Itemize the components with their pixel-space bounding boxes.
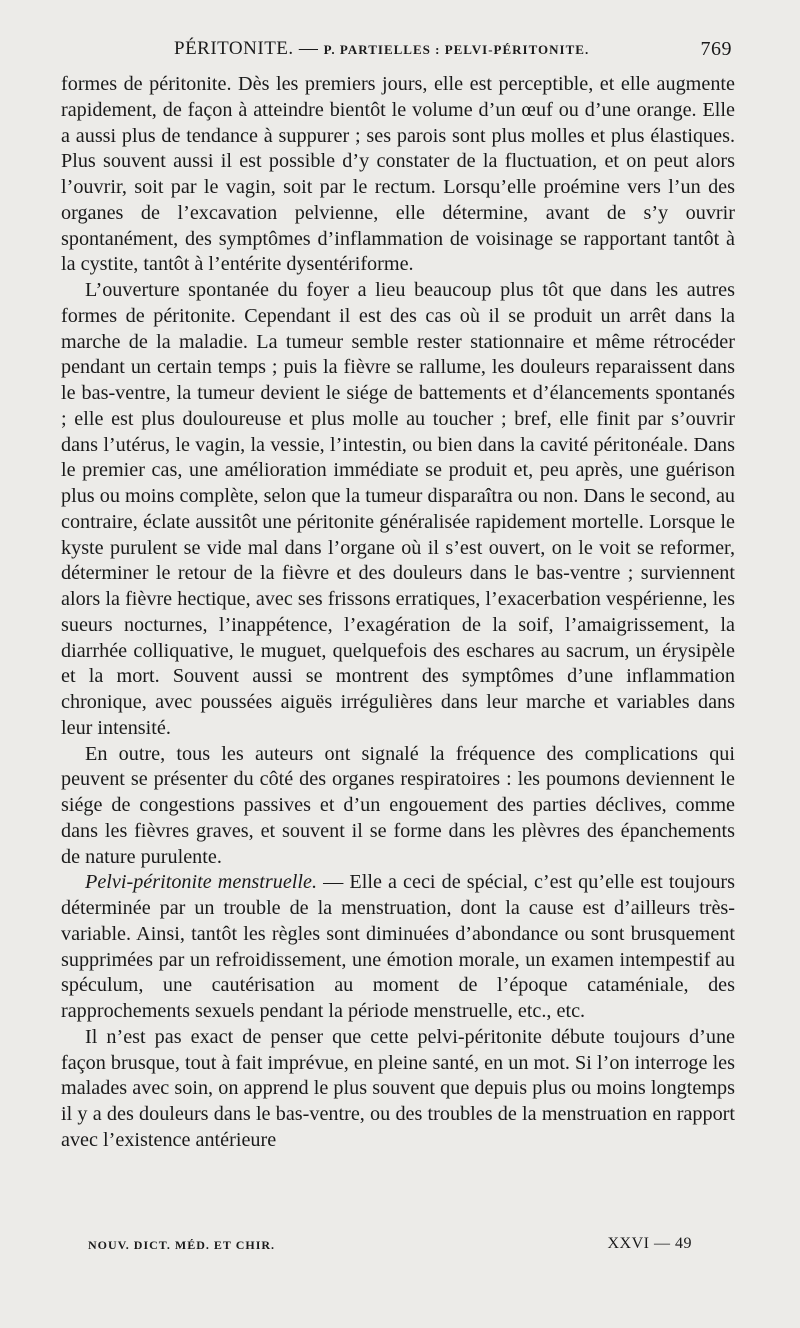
running-title	[174, 38, 589, 60]
running-head	[62, 38, 732, 68]
body-text	[61, 72, 735, 1154]
paragraph-4-text: — Elle a ceci de spécial, c’est qu’elle est toujours déterminée par un trouble de la menstruation, dont la cause est d’ailleurs très-variable. Ainsi, tantôt les règles sont diminuées d’abondance ou sont brusquement supprimées par un refroidissement, une émotion morale, un examen intempestif au spéculum, une cautérisation au moment de l’époque cataméniale, des rapprochements sexuels pendant la période menstruelle, etc., etc.	[61, 871, 735, 1022]
paragraph-1: formes de péritonite. Dès les premiers jours, elle est perceptible, et elle augmente rapidement, de façon à atteindre bientôt le volume d’un œuf ou d’une orange. Elle a aussi plus de tendance à suppurer ; ses parois sont plus molles et plus élastiques. Plus souvent aussi il est possible d’y constater de la fluctuation, et on peut alors l’ouvrir, soit par le vagin, soit par le rectum. Lorsqu’elle proémine vers l’un des organes de l’excavation pelvienne, elle détermine, avant de s’y ouvrir spontanément, des symptômes d’inflammation de voisinage se rapportant tantôt à la cystite, tantôt à l’entérite dysentériforme.	[61, 73, 735, 276]
running-title-main: PÉRITONITE. —	[174, 38, 324, 59]
running-title-sub: P. PARTIELLES : PELVI-PÉRITONITE.	[323, 42, 590, 57]
paragraph-4	[61, 870, 735, 1025]
footer-volume: XXVI — 49	[607, 1235, 692, 1252]
paragraph-5: Il n’est pas exact de penser que cette pelvi-péritonite débute toujours d’une façon brusque, tout à fait imprévue, en pleine santé, en un mot. Si l’on interroge les malades avec soin, on apprend le plus souvent que depuis plus ou moins longtemps il y a des douleurs dans le bas-ventre, ou des troubles de la menstruation en rapport avec l’existence antérieure	[61, 1025, 735, 1151]
page-number: 769	[700, 38, 732, 60]
paragraph-2: L’ouverture spontanée du foyer a lieu beaucoup plus tôt que dans les autres formes de péritonite. Cependant il est des cas où il se produit un arrêt dans la marche de la maladie. La tumeur semble rester stationnaire et même rétrocéder pendant un certain temps ; puis la fièvre se rallume, les douleurs reparaissent dans le bas-ventre, la tumeur devient le siége de battements et d’élancements spontanés ; elle est plus douloureuse et plus molle au toucher ; bref, elle finit par s’ouvrir dans l’utérus, le vagin, la vessie, l’intestin, ou bien dans la cavité péritonéale. Dans le premier cas, une amélioration immédiate se produit et, peu après, une guérison plus ou moins complète, selon que la tumeur disparaîtra ou non. Dans le second, au contraire, éclate aussitôt une péritonite généralisée rapidement mortelle. Lorsque le kyste purulent se vide mal dans l’organe où il s’est ouvert, on le voit se reformer, déterminer le retour de la fièvre et des douleurs dans le bas-ventre ; surviennent alors la fièvre hectique, avec ses frissons erratiques, l’exacerbation vespérienne, les sueurs nocturnes, l’inappétence, l’exagération de la soif, l’amaigrissement, la diarrhée colliquative, le muguet, quelquefois des eschares au sacrum, un érysipèle et la mort. Souvent aussi se montrent des symptômes d’une inflammation chronique, avec poussées aiguës irrégulières dans leur marche et variables dans leur intensité.	[61, 279, 735, 739]
paragraph-3: En outre, tous les auteurs ont signalé la fréquence des complications qui peuvent se présenter du côté des organes respiratoires : les poumons deviennent le siége de congestions passives et d’un engouement des parties déclives, comme dans les fièvres graves, et souvent il se forme dans les plèvres des épanchements de nature purulente.	[61, 742, 735, 868]
section-heading-menstruelle: Pelvi-péritonite menstruelle.	[85, 871, 318, 894]
page-footer	[88, 1235, 692, 1259]
footer-signature: NOUV. DICT. MÉD. ET CHIR.	[88, 1238, 276, 1252]
